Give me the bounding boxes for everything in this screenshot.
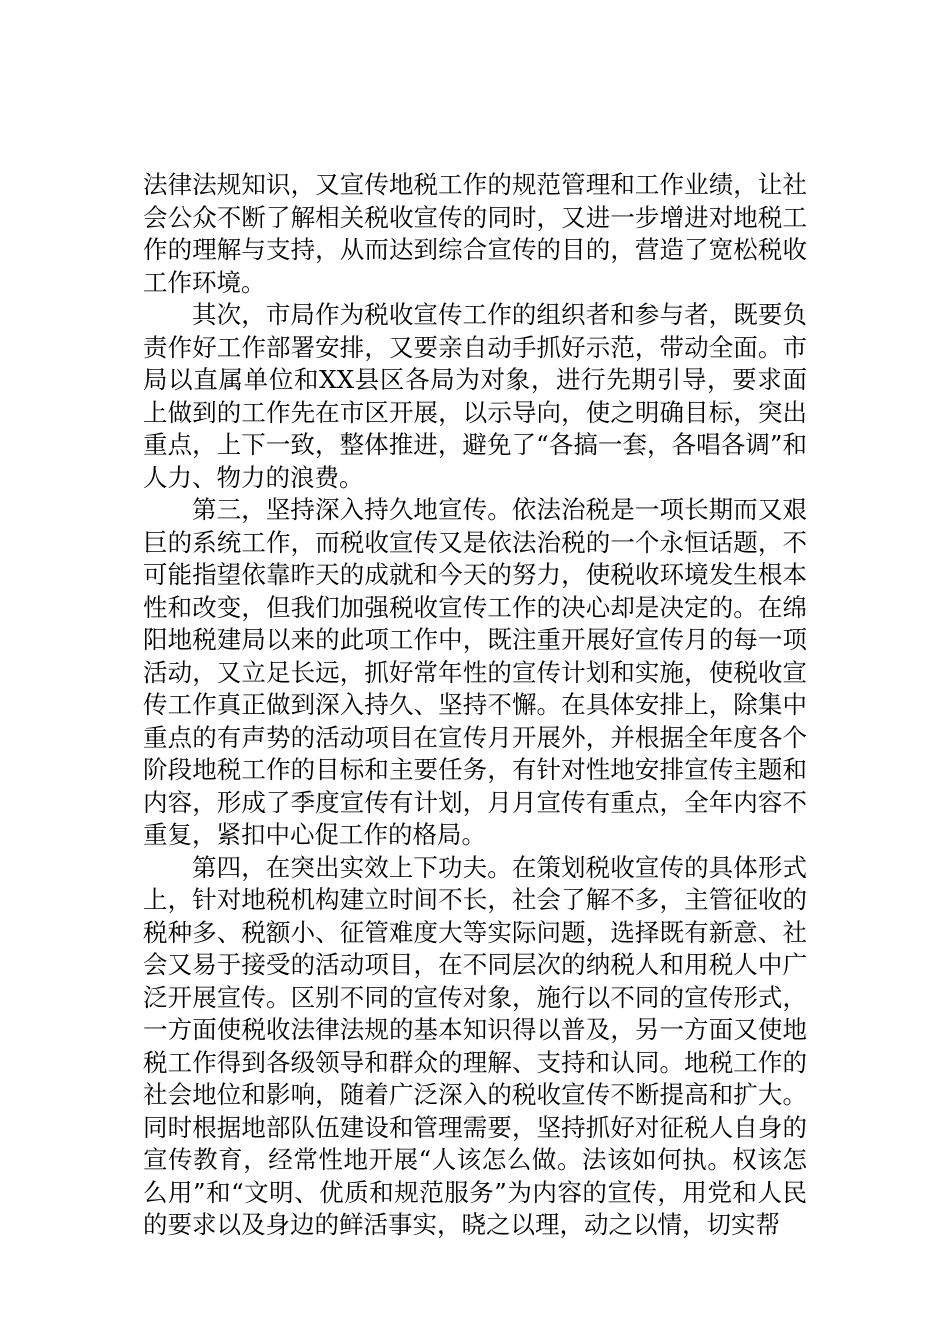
paragraph-4: 第四，在突出实效上下功夫。在策划税收宣传的具体形式上，针对地税机构建立时间不长，社会了解不多，主管征收的税种多、税额小、征管难度大等实际问题，选择既有新意、社会又易于接受的活动项目，在不同层次的纳税人和用税人中广泛开展宣传。区别不同的宣传对象，施行以不同的宣传形式，一方面使税收法律法规的基本知识得以普及，另一方面又使地税工作得到各级领导和群众的理解、支持和认同。地税工作的社会地位和影响，随着广泛深入的税收宣传不断提高和扩大。同时根据地部队伍建设和管理需要，坚持抓好对征税人自身的宣传教育，经常性地开展“人该怎么做。法该如何执。权该怎么用”和“文明、优质和规范服务”为内容的宣传，用党和人民的要求以及身边的鲜活事实，晓之以理，动之以情，切实帮 bbox=[143, 852, 807, 1239]
paragraph-1: 法律法规知识，又宣传地税工作的规范管理和工作业绩，让社会公众不断了解相关税收宣传的同时，又进一步增进对地税工作的理解与支持，从而达到综合宣传的目的，营造了宽松税收工作环境。 bbox=[143, 170, 807, 297]
body-text bbox=[143, 169, 807, 1242]
paragraph-3: 第三，坚持深入持久地宣传。依法治税是一项长期而又艰巨的系统工作，而税收宣传又是依法治税的一个永恒话题，不可能指望依靠昨天的成就和今天的努力，使税收环境发生根本性和改变，但我们加强税收宣传工作的决心却是决定的。在绵阳地税建局以来的此项工作中，既注重开展好宣传月的每一项活动，又立足长远，抓好常年性的宣传计划和实施，使税收宣传工作真正做到深入持久、坚持不懈。在具体安排上，除集中重点的有声势的活动项目在宣传月开展外，并根据全年度各个阶段地税工作的目标和主要任务，有针对性地安排宣传主题和内容，形成了季度宣传有计划，月月宣传有重点，全年内容不重复，紧扣中心促工作的格局。 bbox=[143, 495, 807, 849]
paragraph-2: 其次，市局作为税收宣传工作的组织者和参与者，既要负责作好工作部署安排，又要亲自动手抓好示范，带动全面。市局以直属单位和XX县区各局为对象，进行先期引导，要求面上做到的工作先在市区开展，以示导向，使之明确目标，突出重点，上下一致，整体推进，避免了“各搞一套，各唱各调”和人力、物力的浪费。 bbox=[143, 300, 807, 492]
